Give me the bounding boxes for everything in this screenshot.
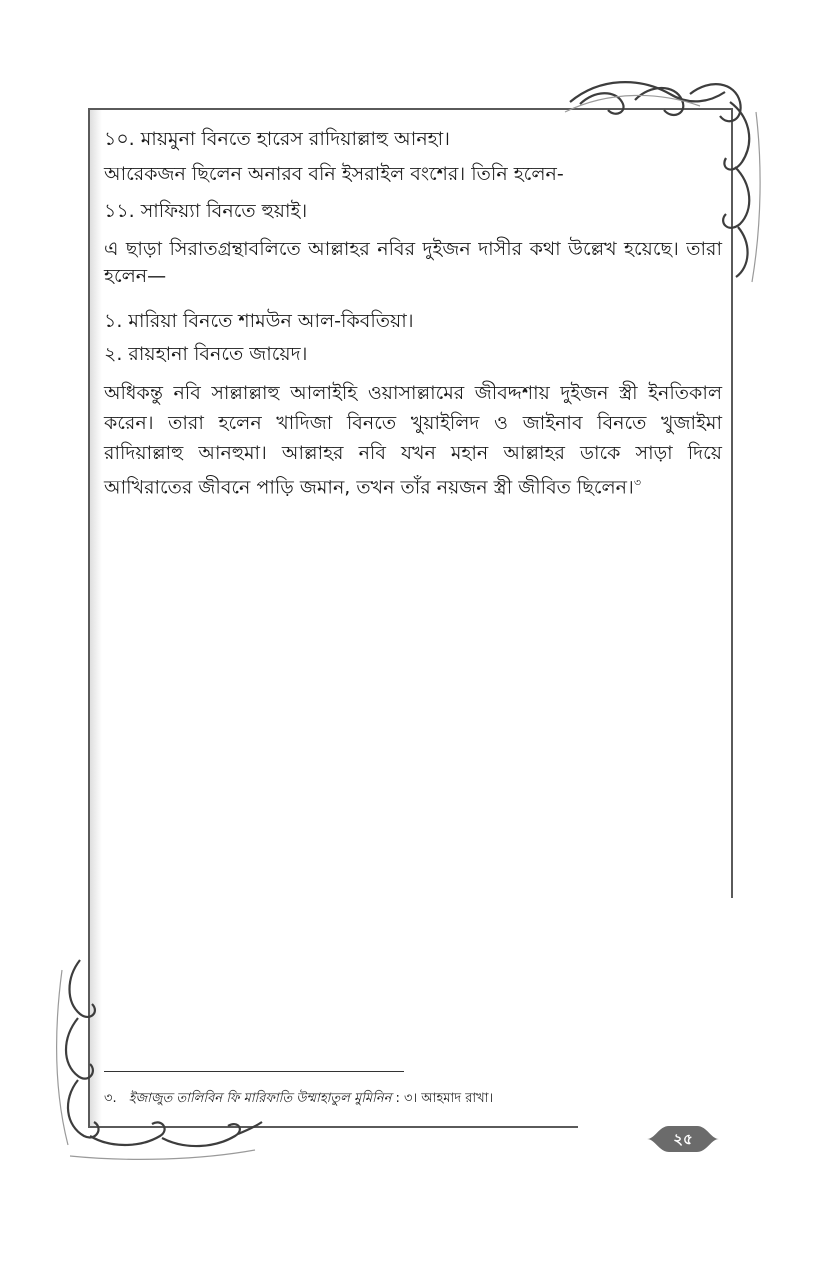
page-number: ২৫ — [673, 1130, 693, 1148]
footnote-number: ৩. — [104, 1091, 117, 1106]
page-number-badge — [647, 1124, 719, 1154]
footnote-rule — [104, 1071, 404, 1072]
corner-ornament-bottom-left — [50, 950, 265, 1165]
paragraph-wives — [104, 378, 722, 502]
list-item-maymuna: ১০. মায়মুনা বিনতে হারেস রাদিয়াল্লাহু আনহা। — [104, 128, 450, 150]
paragraph-wives-text: অধিকন্তু নবি সাল্লাল্লাহু আলাইহি ওয়াসাল্লামের জীবদ্দশায় দুইজন স্ত্রী ইনতিকাল করেন। তারা হলেন খাদিজা বিনতে খুয়াইলিদ ও জাইনাব বিনতে খুজাইমা রাদিয়াল্লাহু আনহুমা। আল্লাহর নবি যখন মহান আল্লাহর ডাকে সাড়া দিয়ে আখিরাতের জীবনে পাড়ি জমান, তখন তাঁর নয়জন স্ত্রী জীবিত ছিলেন। — [104, 382, 722, 499]
list-item-mariya: ১. মারিয়া বিনতে শামউন আল-কিবতিয়া। — [104, 310, 414, 332]
footnote-detail: : ৩। আহমাদ রাখা। — [395, 1091, 494, 1106]
footnote-reference[interactable]: ৩ — [633, 476, 641, 489]
footnote — [104, 1089, 493, 1110]
paragraph-slaves: এ ছাড়া সিরাতগ্রন্থাবলিতে আল্লাহর নবির দুইজন দাসীর কথা উল্লেখ হয়েছে। তারা হলেন— — [104, 238, 722, 287]
bani-israel-line: আরেকজন ছিলেন অনারব বনি ইসরাইল বংশের। তিনি হলেন- — [104, 163, 564, 185]
footnote-book-title: ইজাজুত তালিবিন ফি মারিফাতি উম্মাহাতুল মুমিনিন — [128, 1091, 392, 1106]
list-item-safiyya: ১১. সাফিয়্যা বিনতে হুয়াই। — [104, 200, 308, 222]
list-item-rayhana: ২. রায়হানা বিনতে জায়েদ। — [104, 343, 308, 365]
